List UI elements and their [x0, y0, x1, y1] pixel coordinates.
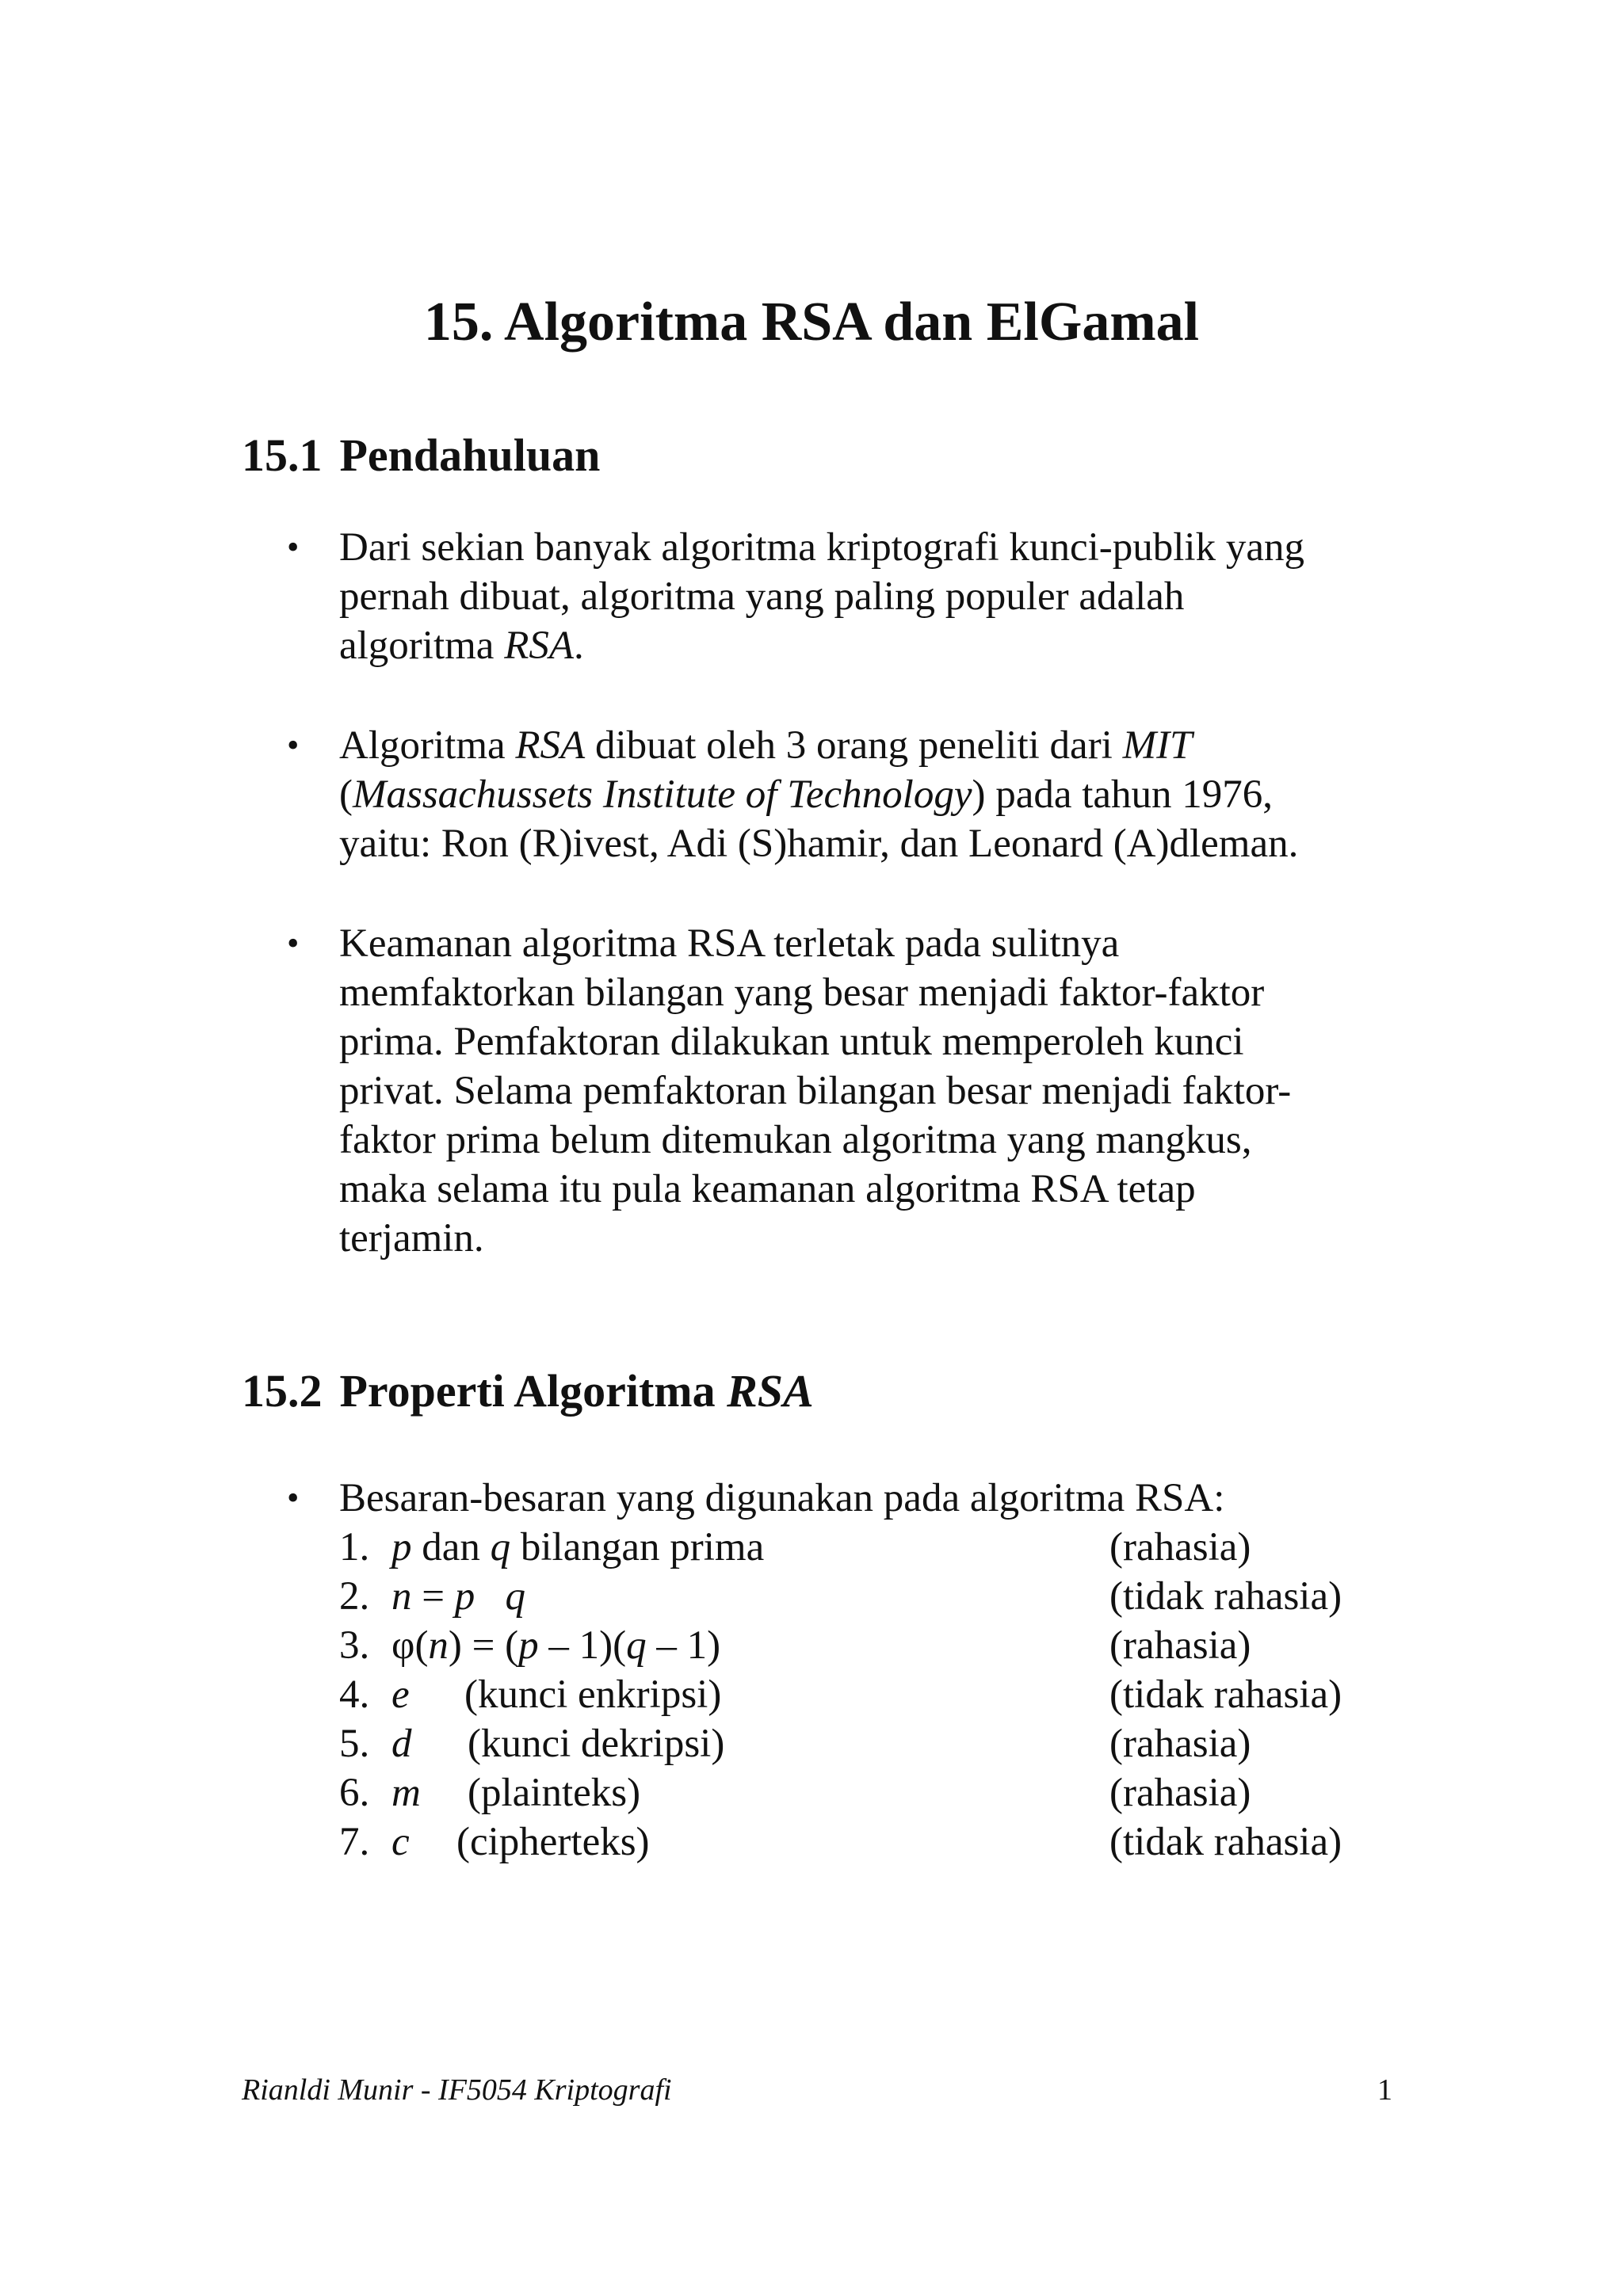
list-description: (kunci enkripsi) [464, 1672, 722, 1717]
list-description: (cipherteks) [456, 1820, 650, 1864]
math-var: p [518, 1623, 539, 1668]
list-item [339, 1670, 1369, 1719]
math-var: q [505, 1574, 526, 1619]
list-item [339, 1817, 1369, 1867]
paragraph-line: faktor prima belum ditemukan algoritma yang mangkus, [339, 1118, 1252, 1162]
footer-author-course: Rianldi Munir - IF5054 Kriptografi [242, 2073, 672, 2107]
list-expression [391, 1621, 720, 1670]
paragraph-line: Keamanan algoritma RSA terletak pada sulitnya [339, 921, 1120, 966]
document-title: 15. Algoritma RSA dan ElGamal [423, 292, 1200, 353]
list-status: (rahasia) [1109, 1525, 1251, 1569]
list-index: 4. [339, 1672, 370, 1717]
paragraph-line: prima. Pemfaktoran dilakukan untuk memperoleh kunci [339, 1020, 1244, 1064]
list-status: (tidak rahasia) [1109, 1820, 1342, 1864]
text-run: ) pada tahun 1976, [972, 772, 1274, 817]
paragraph-line [339, 621, 584, 670]
list-index: 2. [339, 1574, 370, 1619]
list-status: (rahasia) [1109, 1623, 1251, 1668]
section-number: 15.2 [242, 1365, 323, 1417]
section-heading-properti [242, 1363, 814, 1419]
emphasis-text: Massachussets Institute of Technology [352, 772, 972, 817]
list-index: 5. [339, 1722, 370, 1766]
math-var: c [391, 1820, 410, 1864]
paragraph-line: yaitu: Ron (R)ivest, Adi (S)hamir, dan Leonard (A)dleman. [339, 822, 1299, 866]
bullet-icon: • [287, 924, 300, 963]
text-run: = [411, 1574, 455, 1619]
paragraph-line: Dari sekian banyak algoritma kriptografi kunci-publik yang [339, 525, 1304, 570]
text-run: algoritma [339, 624, 505, 668]
list-item [339, 1768, 1369, 1817]
math-var: d [391, 1722, 412, 1766]
math-var: p [391, 1525, 412, 1569]
page-number: 1 [1377, 2073, 1392, 2107]
text-run: dan [411, 1525, 491, 1569]
list-index: 7. [339, 1820, 370, 1864]
list-index: 3. [339, 1623, 370, 1668]
list-status: (tidak rahasia) [1109, 1672, 1342, 1717]
list-index: 6. [339, 1771, 370, 1815]
section-title: Properti Algoritma [339, 1365, 727, 1417]
math-var: p [454, 1574, 475, 1619]
list-description: (plainteks) [468, 1771, 641, 1815]
list-status: (tidak rahasia) [1109, 1574, 1342, 1619]
section-title: Pendahuluan [339, 429, 601, 481]
emphasis-text: RSA [515, 723, 586, 768]
list-expression [391, 1572, 525, 1621]
bullet-icon: • [287, 528, 300, 566]
emphasis-text: MIT [1122, 723, 1193, 768]
list-status: (rahasia) [1109, 1771, 1251, 1815]
text-run: . [574, 624, 584, 668]
math-var: n [428, 1623, 449, 1668]
paragraph-line [339, 721, 1192, 770]
paragraph-line: memfaktorkan bilangan yang besar menjadi faktor-faktor [339, 971, 1265, 1015]
list-description: (kunci dekripsi) [468, 1722, 725, 1766]
text-run: Algoritma [339, 723, 516, 768]
bullet-icon: • [287, 726, 300, 765]
math-var: m [391, 1771, 421, 1815]
phi-symbol: φ [391, 1623, 415, 1668]
text-run: dibuat oleh 3 orang peneliti dari [585, 723, 1123, 768]
text-run: ( [339, 772, 353, 817]
math-var: q [626, 1623, 647, 1668]
text-run [475, 1574, 505, 1619]
section-number: 15.1 [242, 429, 323, 481]
list-item [339, 1719, 1369, 1768]
section-heading-pendahuluan [242, 428, 600, 483]
math-var: e [391, 1672, 410, 1717]
list-item [339, 1621, 1369, 1670]
text-run: ( [414, 1623, 429, 1668]
emphasis-text: RSA [504, 624, 574, 668]
paragraph-line: terjamin. [339, 1216, 484, 1261]
paragraph-line: maka selama itu pula keamanan algoritma RSA tetap [339, 1167, 1196, 1211]
list-item [339, 1523, 1369, 1572]
text-run: bilangan prima [510, 1525, 765, 1569]
list-status: (rahasia) [1109, 1722, 1251, 1766]
paragraph-line [339, 770, 1273, 819]
list-index: 1. [339, 1525, 370, 1569]
text-run: – 1) [646, 1623, 721, 1668]
section-title-emphasis: RSA [727, 1365, 814, 1417]
text-run: – 1)( [538, 1623, 627, 1668]
paragraph-line: pernah dibuat, algoritma yang paling populer adalah [339, 574, 1185, 619]
list-item [339, 1572, 1369, 1621]
math-var: q [490, 1525, 511, 1569]
paragraph-line: privat. Selama pemfaktoran bilangan besar menjadi faktor- [339, 1069, 1292, 1113]
bullet-icon: • [287, 1478, 300, 1517]
paragraph-line: Besaran-besaran yang digunakan pada algoritma RSA: [339, 1476, 1225, 1520]
math-var: n [391, 1574, 412, 1619]
list-expression [391, 1523, 764, 1572]
text-run: ) = ( [448, 1623, 519, 1668]
